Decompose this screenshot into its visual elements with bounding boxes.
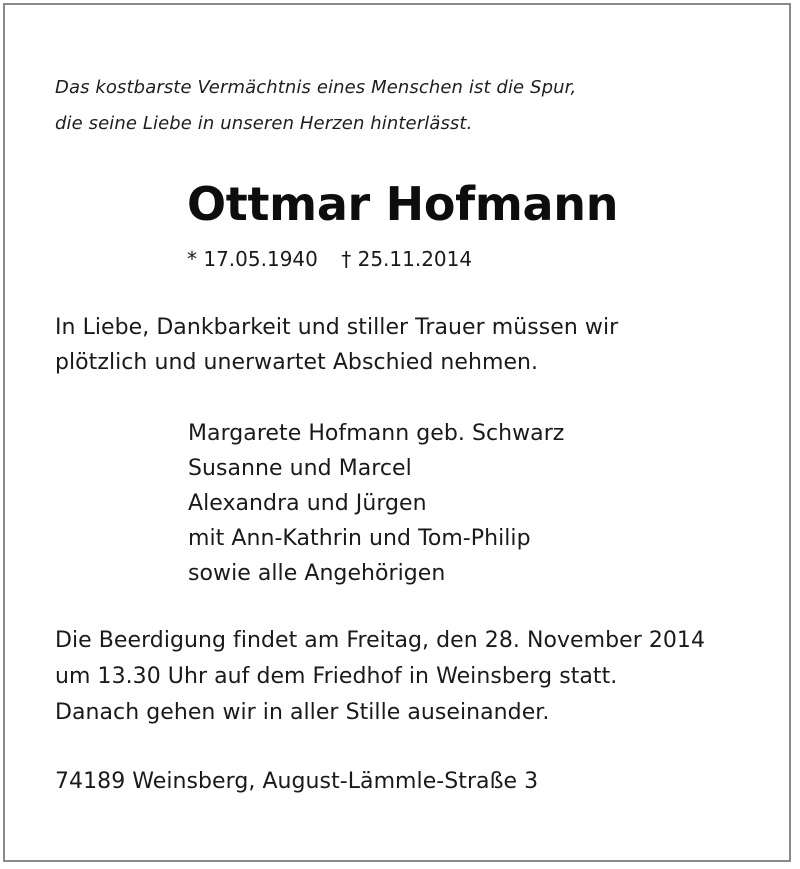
farewell-line-2: plötzlich und unerwartet Abschied nehmen. — [55, 350, 539, 375]
mourner-line: mit Ann-Kathrin und Tom-Philip — [188, 526, 531, 551]
obituary-frame — [3, 3, 791, 862]
life-dates — [187, 247, 472, 271]
funeral-line-2: um 13.30 Uhr auf dem Friedhof in Weinsberg statt. — [55, 664, 618, 689]
death-date: † 25.11.2014 — [341, 247, 473, 271]
birth-date: * 17.05.1940 — [187, 247, 318, 271]
address: 74189 Weinsberg, August-Lämmle-Straße 3 — [55, 769, 539, 794]
mourner-line: Margarete Hofmann geb. Schwarz — [188, 421, 565, 446]
mourner-line: sowie alle Angehörigen — [188, 561, 446, 586]
farewell-line-1: In Liebe, Dankbarkeit und stiller Trauer müssen wir — [55, 315, 619, 340]
funeral-line-3: Danach gehen wir in aller Stille auseinander. — [55, 700, 550, 725]
mourner-line: Alexandra und Jürgen — [188, 491, 427, 516]
quote-line-2: die seine Liebe in unseren Herzen hinterlässt. — [55, 113, 473, 134]
mourner-line: Susanne und Marcel — [188, 456, 412, 481]
funeral-line-1: Die Beerdigung findet am Freitag, den 28. November 2014 — [55, 628, 706, 653]
quote-line-1: Das kostbarste Vermächtnis eines Menschen ist die Spur, — [55, 77, 577, 98]
deceased-name: Ottmar Hofmann — [187, 177, 619, 231]
